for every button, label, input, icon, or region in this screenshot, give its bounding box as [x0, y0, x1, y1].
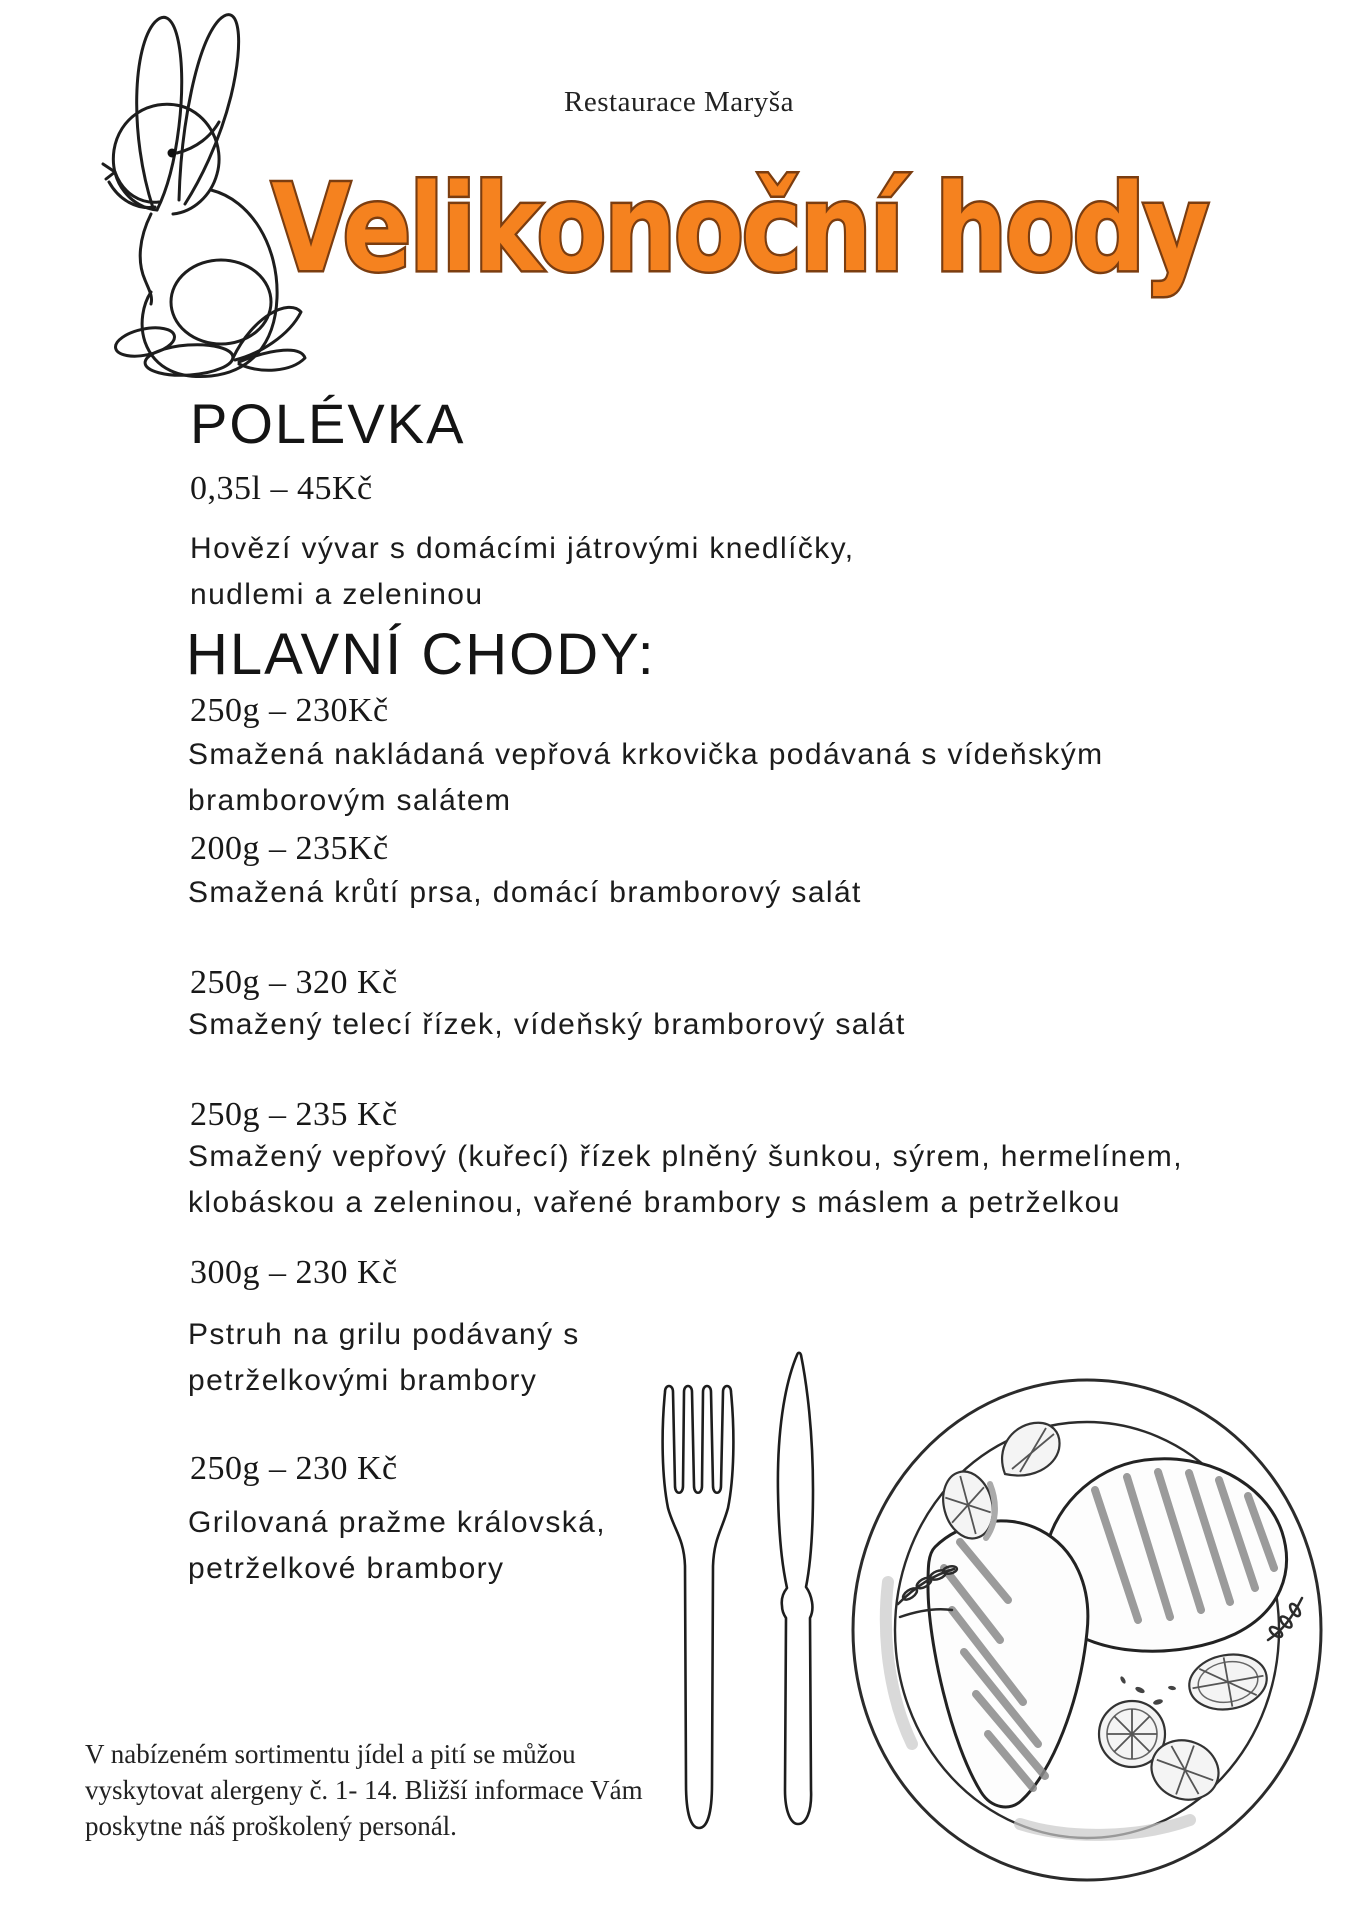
menu-item-description: petrželkovými brambory: [188, 1364, 538, 1397]
soup-description-line: nudlemi a zeleninou: [190, 578, 484, 611]
menu-item-price: 250g – 230Kč: [190, 692, 389, 729]
soup-price: 0,35l – 45Kč: [190, 470, 373, 507]
menu-item-description: Smažený telecí řízek, vídeňský bramborový salát: [188, 1008, 906, 1041]
plate-grilled-meat-icon: [840, 1372, 1340, 1892]
allergen-note-line: vyskytovat alergeny č. 1- 14. Bližší informace Vám: [85, 1775, 643, 1805]
menu-item-description: petrželkové brambory: [188, 1552, 505, 1585]
allergen-note-line: poskytne náš proškolený personál.: [85, 1811, 457, 1841]
allergen-note-line: V nabízeném sortimentu jídel a pití se můžou: [85, 1739, 576, 1769]
menu-item-description: Pstruh na grilu podávaný s: [188, 1318, 580, 1351]
soup-heading: POLÉVKA: [190, 392, 466, 455]
menu-item-description: Grilovaná pražme královská,: [188, 1506, 606, 1539]
knife-icon: [766, 1350, 830, 1832]
mains-heading: HLAVNÍ CHODY:: [186, 622, 656, 687]
menu-item-price: 250g – 235 Kč: [190, 1096, 398, 1133]
menu-item-price: 200g – 235Kč: [190, 830, 389, 867]
menu-item-price: 300g – 230 Kč: [190, 1254, 398, 1291]
allergen-note: [85, 1736, 643, 1844]
soup-description-line: Hovězí vývar s domácími játrovými knedlíčky,: [190, 532, 855, 565]
restaurant-name: Restaurace Maryša: [564, 86, 794, 118]
menu-item-price: 250g – 320 Kč: [190, 964, 398, 1001]
menu-item-description: bramborovým salátem: [188, 784, 512, 817]
menu-item-price: 250g – 230 Kč: [190, 1450, 398, 1487]
menu-item-description: Smažená krůtí prsa, domácí bramborový salát: [188, 876, 862, 909]
fork-icon: [658, 1378, 742, 1838]
menu-item-description: Smažený vepřový (kuřecí) řízek plněný šunkou, sýrem, hermelínem,: [188, 1140, 1183, 1173]
menu-item-description: Smažená nakládaná vepřová krkovička podávaná s vídeňským: [188, 738, 1104, 771]
menu-title-text: Velikonoční hody: [271, 160, 1207, 299]
menu-item-description: klobáskou a zeleninou, vařené brambory s máslem a petrželkou: [188, 1186, 1121, 1219]
menu-title: [0, 160, 1358, 299]
